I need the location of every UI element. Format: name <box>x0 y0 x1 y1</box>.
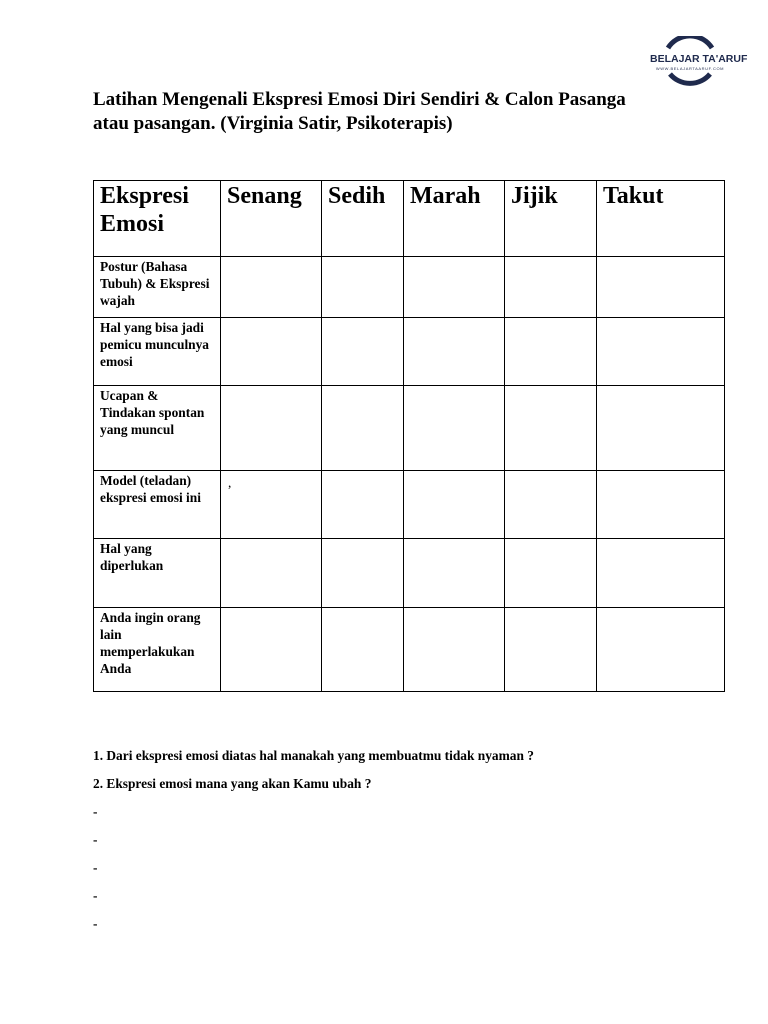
table-cell[interactable] <box>597 318 725 386</box>
table-cell[interactable] <box>404 608 505 692</box>
logo-name: BELAJAR TA'ARUF <box>650 53 748 65</box>
table-cell[interactable] <box>322 471 404 539</box>
row-label: Postur (Bahasa Tubuh) & Ekspresi wajah <box>94 257 221 318</box>
answer-line[interactable]: - <box>93 832 98 847</box>
table-row <box>94 539 725 608</box>
header-marah: Marah <box>404 181 505 257</box>
table-row <box>94 386 725 471</box>
question-1: 1. Dari ekspresi emosi diatas hal manakah yang membuatmu tidak nyaman ? <box>93 748 534 763</box>
answer-line[interactable]: - <box>93 860 98 875</box>
row-label: Hal yang bisa jadi pemicu munculnya emosi <box>94 318 221 386</box>
row-label: Anda ingin orang lain memperlakukan Anda <box>94 608 221 692</box>
header-sedih: Sedih <box>322 181 404 257</box>
table-cell[interactable] <box>597 471 725 539</box>
row-label: Hal yang diperlukan <box>94 539 221 608</box>
table-cell[interactable]: , <box>221 471 322 539</box>
table-cell[interactable] <box>404 257 505 318</box>
table-cell[interactable] <box>597 257 725 318</box>
table-cell[interactable] <box>404 539 505 608</box>
table-cell[interactable] <box>505 386 597 471</box>
row-label: Ucapan & Tindakan spontan yang muncul <box>94 386 221 471</box>
questions-section <box>93 747 733 943</box>
table-row <box>94 257 725 318</box>
table-cell[interactable] <box>404 471 505 539</box>
table-cell[interactable] <box>221 386 322 471</box>
header-senang: Senang <box>221 181 322 257</box>
table-cell[interactable] <box>404 318 505 386</box>
title-line-1: Latihan Mengenali Ekspresi Emosi Diri Sendiri & Calon Pasanga <box>93 89 626 110</box>
table-row <box>94 318 725 386</box>
table-cell[interactable] <box>322 257 404 318</box>
table-cell[interactable] <box>505 257 597 318</box>
table-cell[interactable] <box>404 386 505 471</box>
table-cell[interactable] <box>597 386 725 471</box>
header-ekspresi-emosi: Ekspresi Emosi <box>94 181 221 257</box>
answer-line[interactable]: - <box>93 804 98 819</box>
table-header-row <box>94 181 725 257</box>
table-cell[interactable] <box>322 386 404 471</box>
table-row <box>94 608 725 692</box>
table-cell[interactable] <box>322 539 404 608</box>
table-cell[interactable] <box>221 318 322 386</box>
table-cell[interactable] <box>597 608 725 692</box>
table-cell[interactable] <box>505 318 597 386</box>
answer-line[interactable]: - <box>93 916 98 931</box>
table-cell[interactable] <box>221 539 322 608</box>
row-label: Model (teladan) ekspresi emosi ini <box>94 471 221 539</box>
header-jijik: Jijik <box>505 181 597 257</box>
table-cell[interactable] <box>322 318 404 386</box>
page-title <box>93 88 693 136</box>
brand-logo <box>650 36 748 88</box>
table-cell[interactable] <box>322 608 404 692</box>
table-cell[interactable] <box>505 471 597 539</box>
answer-line[interactable]: - <box>93 888 98 903</box>
table-cell[interactable] <box>505 539 597 608</box>
header-takut: Takut <box>597 181 725 257</box>
title-line-2: atau pasangan. (Virginia Satir, Psikoterapis) <box>93 113 453 134</box>
logo-url: WWW.BELAJARTAARUF.COM <box>655 66 725 71</box>
table-cell[interactable] <box>221 257 322 318</box>
table-cell[interactable] <box>221 608 322 692</box>
emotion-table <box>93 180 725 692</box>
table-row <box>94 471 725 539</box>
table-cell[interactable] <box>597 539 725 608</box>
table-cell[interactable] <box>505 608 597 692</box>
question-2: 2. Ekspresi emosi mana yang akan Kamu ubah ? <box>93 776 372 791</box>
